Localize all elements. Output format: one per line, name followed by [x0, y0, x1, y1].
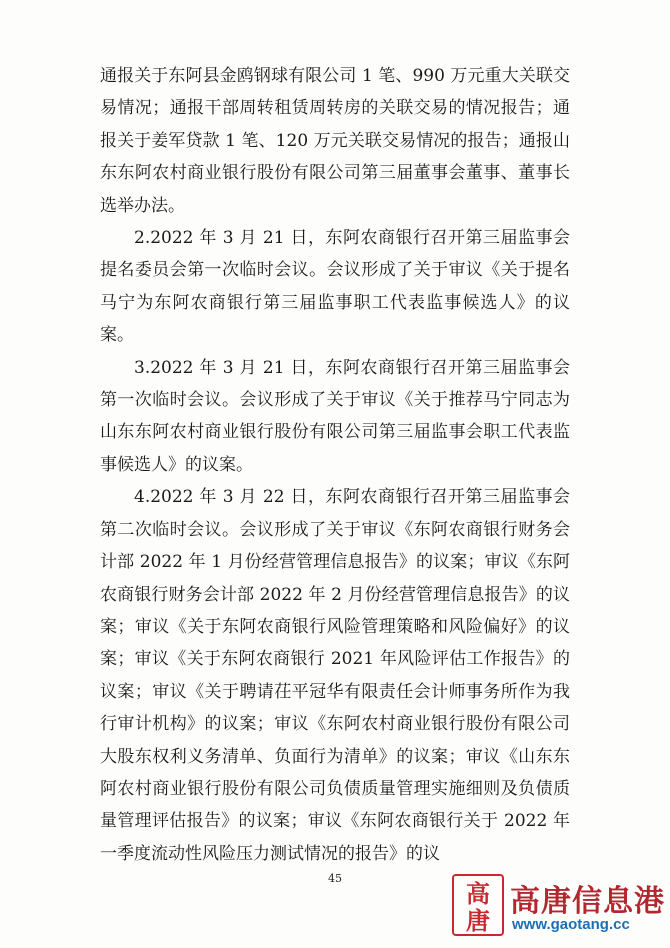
watermark-logo [452, 874, 665, 940]
paragraph-item-2: 2.2022 年 3 月 21 日，东阿农商银行召开第三届监事会提名委员会第一次临时会议。会议形成了关于审议《关于提名马宁为东阿农商银行第三届监事职工代表监事候选人》的议案。 [100, 228, 570, 346]
paragraph-item-4: 4.2022 年 3 月 22 日，东阿农商银行召开第三届监事会第二次临时会议。会议形成了关于审议《东阿农商银行财务会计部 2022 年 1 月份经营管理信息报告》的议案；审议《东阿农商银行财务会计部 2022 年 2 月份经营管理信息报告》的议案；审议《关于东阿农商银行风险管理策略和风险偏好》的议案；审议《关于东阿农商银行 2021 年风险评估工作报告》的议案；审议《关于聘请茌平冠华有限责任会计师事务所作为我行审计机构》的议案；审议《东阿农村商业银行股份有限公司大股东权利义务清单、负面行为清单》的议案；审议《山东东阿农村商业银行股份有限公司负债质量管理实施细则及负债质量管理评估报告》的议案；审议《东阿农商银行关于 2022 年一季度流动性风险压力测试情况的报告》的议 [100, 487, 570, 864]
paragraph-item-3: 3.2022 年 3 月 21 日，东阿农商银行召开第三届监事会第一次临时会议。会议形成了关于审议《关于推荐马宁同志为山东东阿农村商业银行股份有限公司第三届监事会职工代表监事候选人》的议案。 [100, 357, 570, 475]
paragraph-continuation: 通报关于东阿县金鸥钢球有限公司 1 笔、990 万元重大关联交易情况；通报干部周转租赁周转房的关联交易的情况报告；通报关于姜军贷款 1 笔、120 万元关联交易情况的报告；通报山东东阿农村商业银行股份有限公司第三届董事会董事、董事长选举办法。 [100, 66, 570, 216]
page-number: 45 [328, 872, 342, 885]
svg-text:唐: 唐 [466, 906, 490, 935]
document-body [100, 60, 570, 870]
watermark-url: www.gaotang.cc [512, 916, 630, 933]
seal-logo-icon [452, 874, 504, 936]
watermark-name: 高唐信息港 [510, 884, 665, 919]
svg-text:高: 高 [466, 879, 490, 908]
